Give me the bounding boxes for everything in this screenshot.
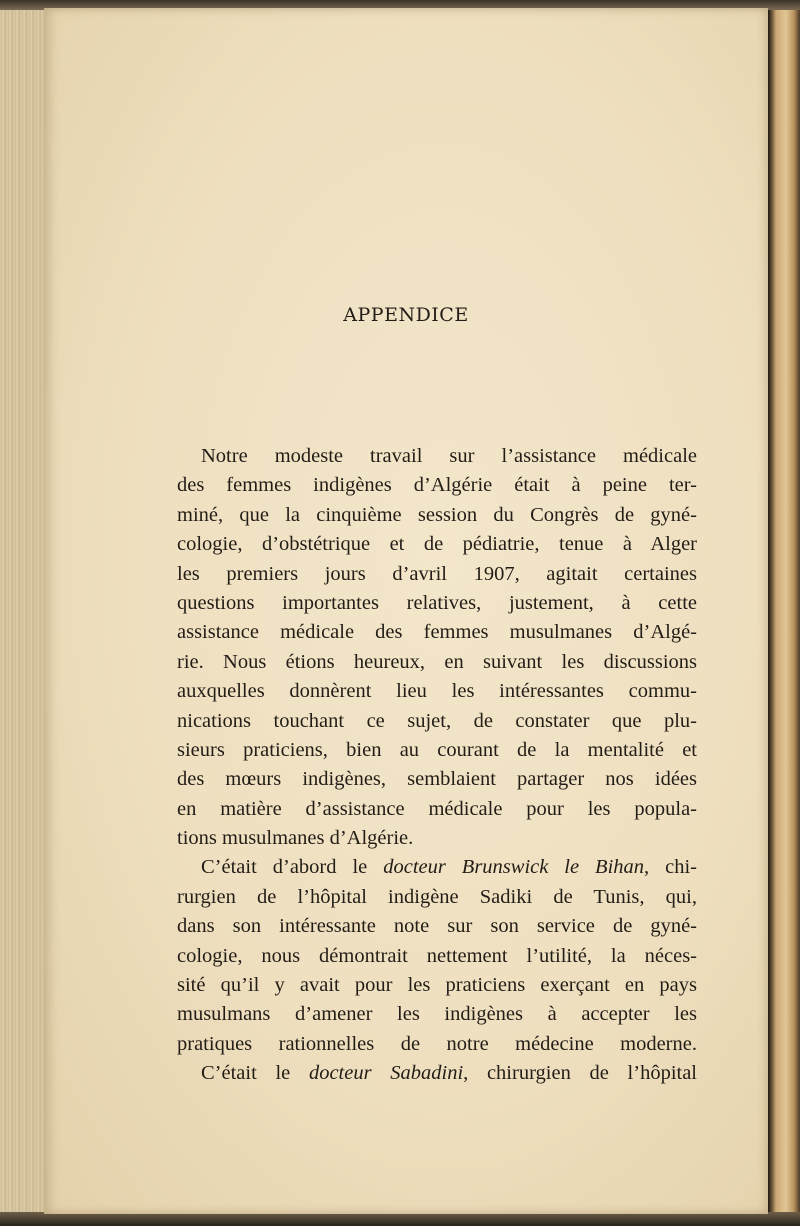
text-line: tions musulmanes d’Algérie. (177, 827, 414, 850)
page-heading: APPENDICE (343, 304, 469, 326)
text-line: sité qu’il y avait pour les praticiens exerçant en pays (177, 974, 697, 997)
text-fragment: C’était d’abord le (201, 856, 384, 879)
text-line: des mœurs indigènes, semblaient partager nos idées (177, 768, 697, 791)
text-fragment: , chirurgien de l’hôpital (463, 1062, 697, 1085)
text-line: des femmes indigènes d’Algérie était à peine ter- (177, 474, 697, 497)
text-line-with-name (177, 1059, 697, 1088)
text-fragment: , chi- (644, 856, 697, 879)
text-line: sieurs praticiens, bien au courant de la mentalité et (177, 738, 697, 761)
body-text (177, 442, 697, 1089)
text-line: questions importantes relatives, justement, à cette (177, 591, 697, 614)
text-line: rurgien de l’hôpital indigène Sadiki de Tunis, qui, (177, 885, 697, 908)
text-line: les premiers jours d’avril 1907, agitait certaines (177, 562, 697, 585)
text-fragment: C’était le (201, 1062, 309, 1085)
text-line: assistance médicale des femmes musulmanes d’Algé- (177, 621, 697, 644)
text-line: pratiques rationnelles de notre médecine moderne. (177, 1032, 697, 1055)
book-page (44, 8, 768, 1214)
text-line: en matière d’assistance médicale pour les popula- (177, 797, 697, 820)
text-line: rie. Nous étions heureux, en suivant les discussions (177, 650, 697, 673)
scan-border-bottom (0, 1212, 800, 1226)
person-name: docteur Sabadini (308, 1062, 464, 1085)
page-edges-left (0, 0, 50, 1226)
book-binding-right (764, 0, 800, 1226)
text-line-with-name (177, 853, 697, 882)
text-line: dans son intéressante note sur son service de gyné- (177, 915, 697, 938)
person-name: docteur Brunswick le Bihan (383, 856, 645, 879)
text-line: Notre modeste travail sur l’assistance médicale (201, 445, 697, 467)
text-line: cologie, d’obstétrique et de pédiatrie, tenue à Alger (177, 533, 697, 556)
text-line: miné, que la cinquième session du Congrès de gyné- (177, 503, 697, 526)
text-line: nications touchant ce sujet, de constater que plu- (177, 709, 697, 732)
text-line: musulmans d’amener les indigènes à accepter les (177, 1003, 697, 1026)
text-line: auxquelles donnèrent lieu les intéressantes commu- (177, 680, 697, 703)
text-line: cologie, nous démontrait nettement l’utilité, la néces- (177, 944, 697, 967)
